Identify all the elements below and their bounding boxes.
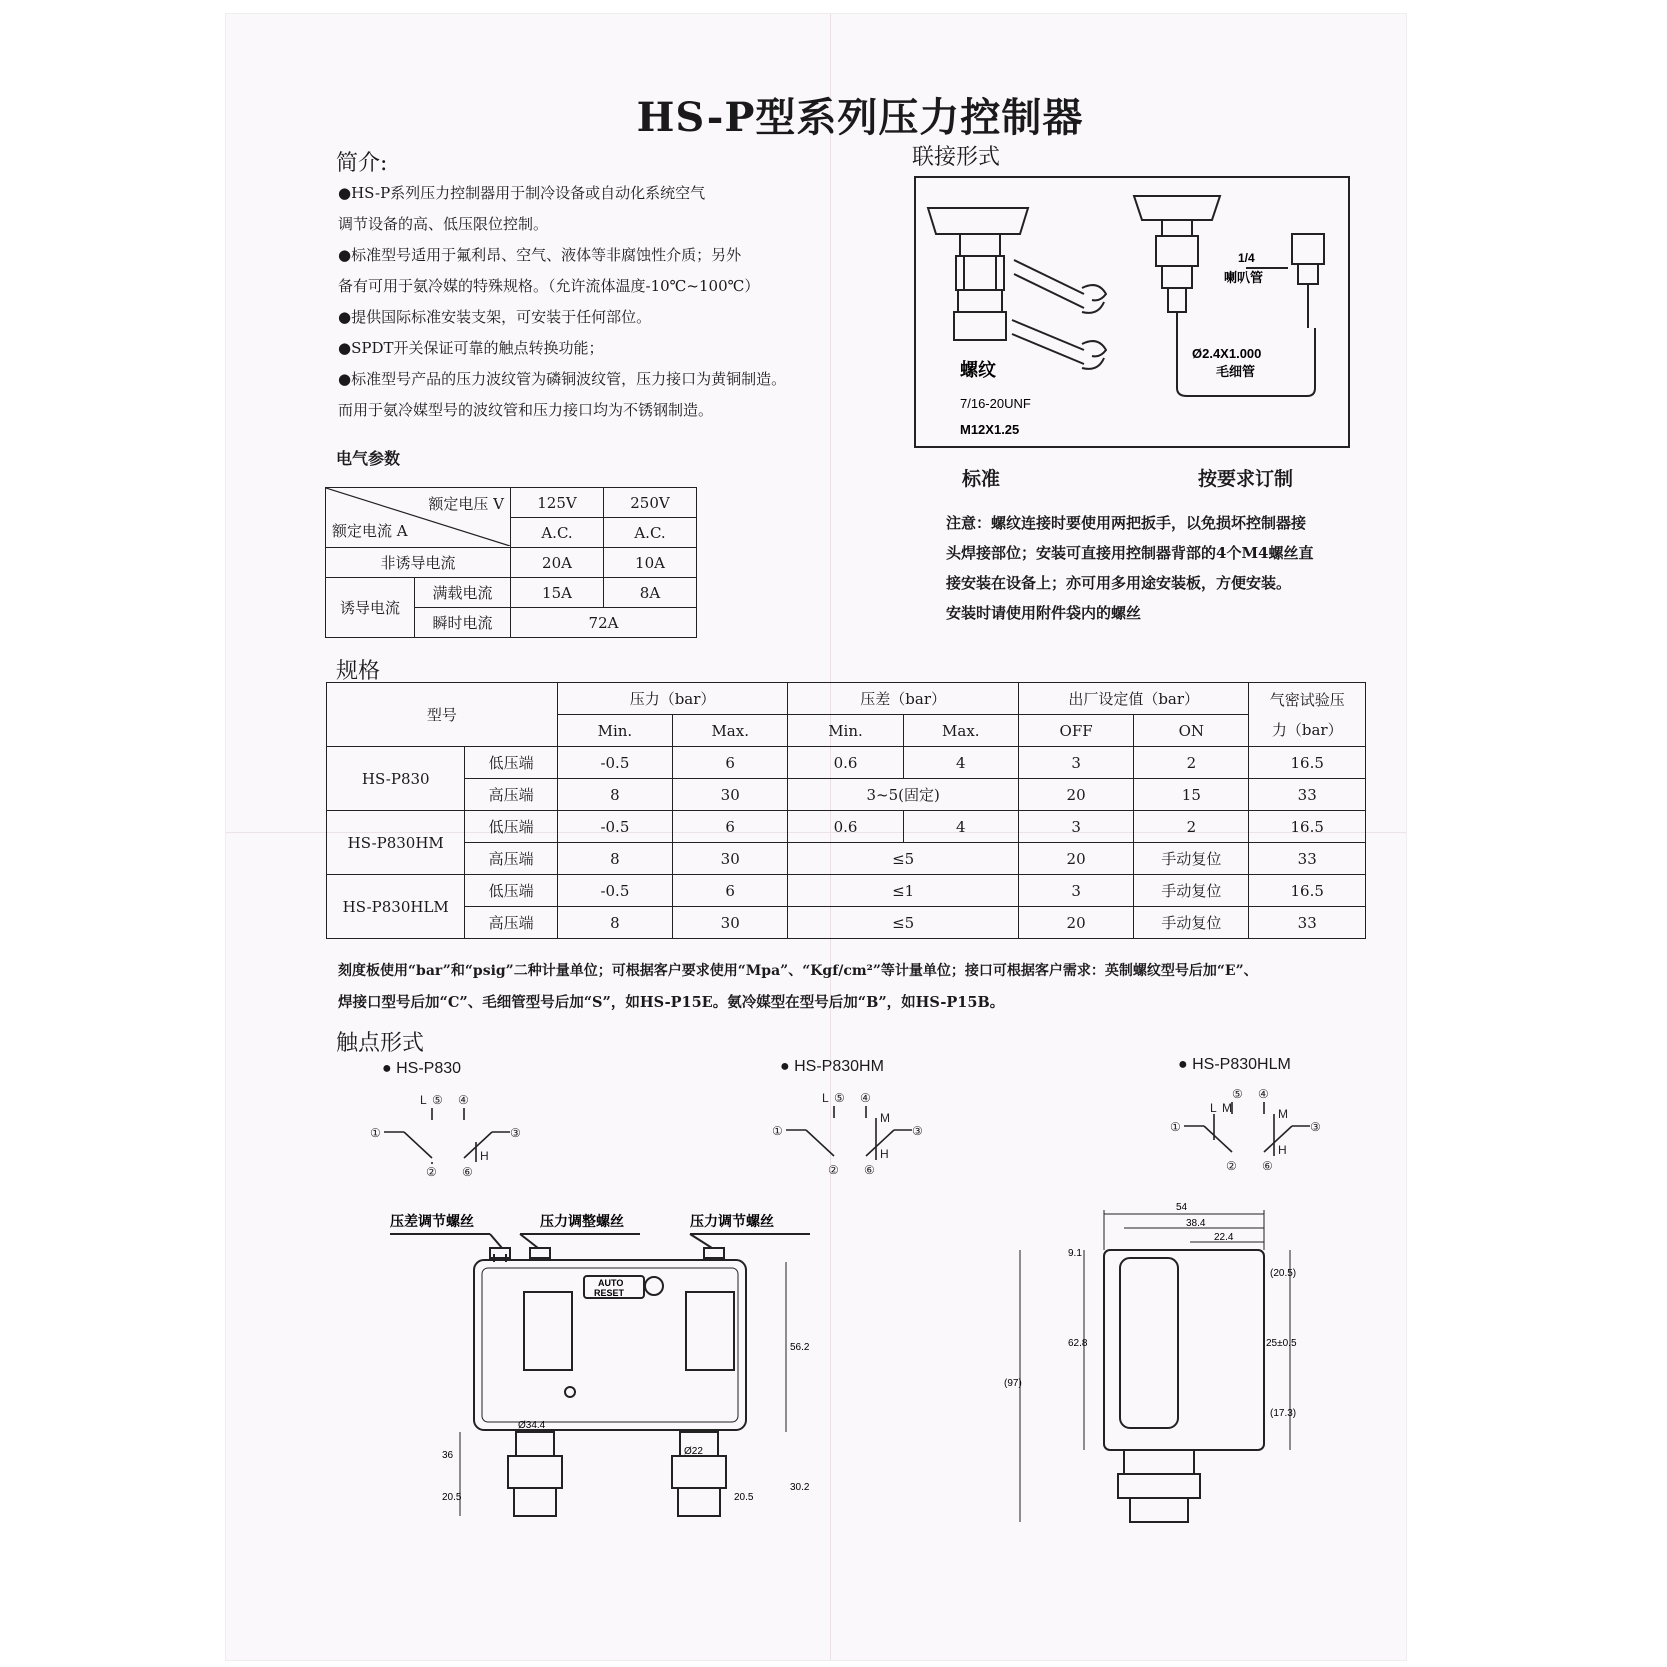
contact-diagram-2 [772,1088,942,1178]
cell: 6 [673,747,788,779]
instant-label: 瞬时电流 [415,608,511,638]
dim-side: 62.8 [1068,1338,1088,1349]
cell: 6 [673,875,788,907]
note-line: 接安装在设备上；亦可用多用途安装板，方便安装。 [946,574,1292,592]
connection-diagram [914,176,1350,448]
model-cell: HS-P830 [327,747,465,811]
dim-front: 20.5 [734,1492,754,1503]
terminal-3: ③ [510,1126,521,1140]
contact-letter-m: M [1222,1101,1232,1115]
thread-label: 螺纹 [960,360,996,380]
terminal-2: ② [828,1163,839,1177]
electrical-table [325,487,697,638]
contact-diagram-1 [370,1090,540,1180]
terminal-1: ① [370,1126,381,1140]
cell: 手动复位 [1134,907,1249,939]
cell: 20 [1018,779,1133,811]
intro-text [338,178,848,426]
cell: 30 [673,843,788,875]
header-pmax: Max. [673,715,788,747]
dim-front: 30.2 [790,1482,810,1493]
side-high: 高压端 [465,779,557,811]
cell: 30 [673,779,788,811]
ac-1: A.C. [511,518,604,548]
contacts-heading: 触点形式 [336,1031,425,1056]
footnote-line: 刻度板使用“bar”和“psig”二种计量单位；可根据客户要求使用“Mpa”、“Kgf/cm²”等计量单位；接口可根据客户需求：英制螺纹型号后加“E”、 [338,963,1258,979]
header-pressure: 压力（bar） [557,683,788,715]
ac-2: A.C. [604,518,697,548]
terminal-6: ⑥ [864,1163,875,1177]
spec-table [326,682,1366,939]
cell: ≤1 [788,875,1019,907]
cell: 6 [673,811,788,843]
full-load-label: 满载电流 [415,578,511,608]
connection-heading: 联接形式 [912,145,1001,170]
header-factory: 出厂设定值（bar） [1018,683,1248,715]
model-cell: HS-P830HM [327,811,465,875]
note-line: 安装时请使用附件袋内的螺丝 [946,604,1142,622]
spec-heading: 规格 [336,659,381,684]
cell: 15 [1134,779,1249,811]
side-high: 高压端 [465,843,557,875]
header-model: 型号 [327,683,558,747]
dim-front: 56.2 [790,1342,810,1353]
full-load-250: 8A [604,578,697,608]
voltage-250: 250V [604,488,697,518]
terminal-6: ⑥ [462,1165,473,1179]
connection-drawing [916,178,1348,446]
side-low: 低压端 [465,875,557,907]
table-row [327,811,1366,843]
contact-diagram-3 [1170,1084,1340,1174]
cell: 3 [1018,811,1133,843]
contact-letter-h: H [1278,1143,1287,1157]
installation-note [946,508,1366,628]
capillary-label: 毛细管 [1216,364,1256,379]
cell: 4 [903,747,1018,779]
instant-value: 72A [511,608,697,638]
terminal-5: ⑤ [834,1091,845,1105]
cell: 手动复位 [1134,875,1249,907]
cell: 8 [557,779,672,811]
voltage-125: 125V [511,488,604,518]
contact-letter-h: H [880,1147,889,1161]
cell: 8 [557,907,672,939]
contact-letter-m: M [880,1111,890,1125]
label-press-screw: 压力调节螺丝 [690,1213,774,1229]
footnote [338,955,1378,1019]
terminal-3: ③ [1310,1120,1321,1134]
rated-current-label: 额定电流 A [332,522,408,540]
non-inductive-250: 10A [604,548,697,578]
header-test [1249,683,1366,747]
dim-front: 36 [442,1450,454,1461]
header-off: OFF [1018,715,1133,747]
cell: 4 [903,811,1018,843]
table-row [327,843,1366,875]
cell: 16.5 [1249,811,1366,843]
header-on: ON [1134,715,1249,747]
dim-side: (97) [1004,1378,1022,1389]
cell: ≤5 [788,843,1019,875]
contact-model-3: ● HS-P830HLM [1178,1056,1291,1073]
cell: 0.6 [788,747,903,779]
electrical-heading: 电气参数 [336,449,401,468]
terminal-3: ③ [912,1124,923,1138]
thread-spec-1: 7/16-20UNF [960,396,1031,411]
non-inductive-label: 非诱导电流 [326,548,511,578]
contact-model-1: ● HS-P830 [382,1060,462,1077]
table-row [327,747,1366,779]
terminal-1: ① [772,1124,783,1138]
intro-line: 而用于氨冷媒型号的波纹管和压力接口均为不锈钢制造。 [338,401,714,419]
contact-letter-l: L [822,1091,829,1105]
cell: 3~5(固定) [788,779,1019,811]
contact-letter-m2: M [1278,1107,1288,1121]
cell: 2 [1134,811,1249,843]
non-inductive-125: 20A [511,548,604,578]
cell: 16.5 [1249,875,1366,907]
intro-line: ●提供国际标准安装支架，可安装于任何部位。 [338,308,652,326]
table-row [327,875,1366,907]
front-view-drawing [390,1200,850,1530]
cell: 3 [1018,875,1133,907]
thread-spec-2: M12X1.25 [960,422,1020,437]
cell: ≤5 [788,907,1019,939]
cell: 30 [673,907,788,939]
page-title: HS-P型系列压力控制器 [636,94,1084,141]
table-row [327,779,1366,811]
dim-side: 38.4 [1186,1218,1206,1229]
cell: 16.5 [1249,747,1366,779]
cell: 8 [557,843,672,875]
terminal-5: ⑤ [1232,1087,1243,1101]
cell: 手动复位 [1134,843,1249,875]
cell: 33 [1249,843,1366,875]
cell: -0.5 [557,811,672,843]
intro-line: 备有可用于氨冷媒的特殊规格。（允许流体温度-10℃~100℃） [338,277,760,295]
cell: -0.5 [557,875,672,907]
flare-size: 1/4 [1238,251,1255,265]
side-high: 高压端 [465,907,557,939]
cell: 3 [1018,747,1133,779]
intro-line: 调节设备的高、低压限位控制。 [338,215,549,233]
cell: 0.6 [788,811,903,843]
terminal-2: ② [1226,1159,1237,1173]
side-low: 低压端 [465,811,557,843]
flare-label: 喇叭管 [1224,270,1264,285]
terminal-1: ① [1170,1120,1181,1134]
contact-letter-h: H [480,1149,489,1163]
terminal-6: ⑥ [1262,1159,1273,1173]
auto-label: AUTO [598,1278,624,1288]
note-line: 头焊接部位；安装可直接用控制器背部的4个M4螺丝直 [946,544,1314,562]
contact-letter-l: L [420,1093,427,1107]
intro-line: ●HS-P系列压力控制器用于制冷设备或自动化系统空气 [338,184,706,202]
dim-front: Ø34.4 [518,1420,546,1431]
header-test-1: 气密试验压 [1269,690,1345,709]
dim-side: 54 [1176,1202,1188,1213]
dim-side: 9.1 [1068,1248,1082,1259]
intro-line: ●SPDT开关保证可靠的触点转换功能； [338,339,604,357]
cell: 33 [1249,907,1366,939]
terminal-5: ⑤ [432,1093,443,1107]
inductive-label: 诱导电流 [326,578,415,638]
caption-custom: 按要求订制 [1198,468,1294,490]
reset-label: RESET [594,1288,625,1298]
dim-front: Ø22 [684,1446,703,1457]
header-corner [326,488,511,548]
intro-heading: 简介: [336,151,388,176]
dim-front: 20.5 [442,1492,462,1503]
header-dmin: Min. [788,715,903,747]
header-pmin: Min. [557,715,672,747]
cell: 20 [1018,907,1133,939]
full-load-125: 15A [511,578,604,608]
terminal-2: ② [426,1165,437,1179]
intro-line: ●标准型号产品的压力波纹管为磷铜波纹管，压力接口为黄铜制造。 [338,370,787,388]
header-test-2: 力（bar） [1271,720,1343,739]
side-low: 低压端 [465,747,557,779]
contact-letter-l: L [1210,1101,1217,1115]
dim-side: 22.4 [1214,1232,1234,1243]
intro-line: ●标准型号适用于氟利昂、空气、液体等非腐蚀性介质；另外 [338,246,742,264]
label-press-adjust: 压力调整螺丝 [540,1213,624,1229]
caption-standard: 标准 [962,468,1001,490]
dim-side: 25±0.5 [1266,1338,1297,1349]
footnote-line: 焊接口型号后加“C”、毛细管型号后加“S”，如HS-P15E。氨冷媒型在型号后加“B”，如HS-P15B。 [338,994,1005,1011]
contact-model-2: ● HS-P830HM [780,1058,884,1075]
side-view-drawing [1000,1196,1320,1526]
terminal-4: ④ [860,1091,871,1105]
rated-voltage-label: 额定电压 V [428,495,504,513]
capillary-size: Ø2.4X1.000 [1192,346,1262,361]
header-diff: 压差（bar） [788,683,1019,715]
model-cell: HS-P830HLM [327,875,465,939]
note-line: 注意：螺纹连接时要使用两把扳手，以免损坏控制器接 [946,514,1307,532]
table-row [327,907,1366,939]
dim-side: (20.5) [1270,1268,1297,1279]
terminal-4: ④ [458,1093,469,1107]
label-diff-screw: 压差调节螺丝 [390,1213,474,1229]
dim-side: (17.3) [1270,1408,1297,1419]
header-dmax: Max. [903,715,1018,747]
terminal-4: ④ [1258,1087,1269,1101]
cell: -0.5 [557,747,672,779]
cell: 33 [1249,779,1366,811]
cell: 20 [1018,843,1133,875]
cell: 2 [1134,747,1249,779]
